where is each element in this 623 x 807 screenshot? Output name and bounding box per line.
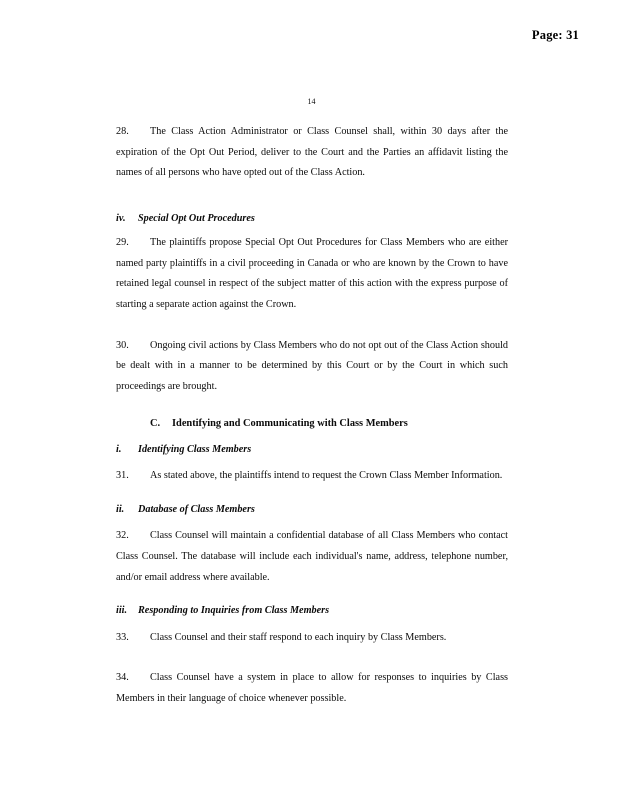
paragraph-31 bbox=[116, 466, 508, 487]
subheading-marker: i. bbox=[116, 444, 122, 456]
paragraph-32 bbox=[116, 526, 508, 588]
paragraph-33 bbox=[116, 628, 508, 649]
paragraph-text: The Class Action Administrator or Class Counsel shall, within 30 days after the expiration of the Opt Out Period, deliver to the Court and the Parties an affidavit listing the names of all persons who have opted out of the Class Action. bbox=[116, 126, 508, 179]
paragraph-text: Ongoing civil actions by Class Members who do not opt out of the Class Action should be dealt with in a manner to be determined by this Court or by the Court in which such proceedings are brought. bbox=[116, 339, 508, 392]
section-letter: C. bbox=[150, 418, 161, 430]
subheading-special-opt-out-procedures bbox=[116, 210, 508, 227]
paragraph-number: 31. bbox=[116, 470, 129, 482]
section-heading-c bbox=[116, 415, 508, 433]
document-body bbox=[116, 122, 508, 723]
paragraph-29 bbox=[116, 233, 508, 315]
subheading-identifying-class-members bbox=[116, 441, 508, 458]
paragraph-number: 30. bbox=[116, 339, 129, 351]
paragraph-number: 29. bbox=[116, 237, 129, 249]
subheading-text: Special Opt Out Procedures bbox=[138, 212, 255, 224]
subheading-marker: ii. bbox=[116, 504, 125, 516]
paragraph-number: 33. bbox=[116, 631, 129, 643]
paragraph-text: Class Counsel will maintain a confidential database of all Class Members who contact Class Counsel. The database will include each individual's name, address, telephone number, and/or email address where available. bbox=[116, 530, 508, 583]
paragraph-number: 32. bbox=[116, 530, 129, 542]
folio-number: 14 bbox=[307, 97, 316, 106]
paragraph-30 bbox=[116, 336, 508, 398]
paragraph-text: The plaintiffs propose Special Opt Out Procedures for Class Members who are either named party plaintiffs in a civil proceeding in Canada or who are known by the Crown to have retained legal counsel in respect of the subject matter of this action with the express purpose of starting a separate action against the Crown. bbox=[116, 237, 508, 310]
subheading-text: Database of Class Members bbox=[138, 504, 255, 516]
paragraph-28 bbox=[116, 122, 508, 184]
subheading-text: Responding to Inquiries from Class Members bbox=[138, 605, 330, 617]
subheading-responding-to-inquiries bbox=[116, 602, 508, 619]
paragraph-text: Class Counsel and their staff respond to each inquiry by Class Members. bbox=[150, 631, 447, 643]
subheading-marker: iv. bbox=[116, 212, 126, 224]
subheading-database-of-class-members bbox=[116, 501, 508, 518]
paragraph-text: Class Counsel have a system in place to allow for responses to inquiries by Class Members in their language of choice whenever possible. bbox=[116, 672, 508, 704]
paragraph-34 bbox=[116, 668, 508, 709]
paragraph-text: As stated above, the plaintiffs intend to request the Crown Class Member Information. bbox=[150, 470, 503, 482]
page-number-label: Page: 31 bbox=[531, 28, 579, 42]
subheading-marker: iii. bbox=[116, 605, 128, 617]
section-title: Identifying and Communicating with Class Members bbox=[172, 418, 408, 430]
paragraph-number: 28. bbox=[116, 126, 129, 137]
subheading-text: Identifying Class Members bbox=[138, 444, 252, 456]
paragraph-number: 34. bbox=[116, 672, 129, 684]
